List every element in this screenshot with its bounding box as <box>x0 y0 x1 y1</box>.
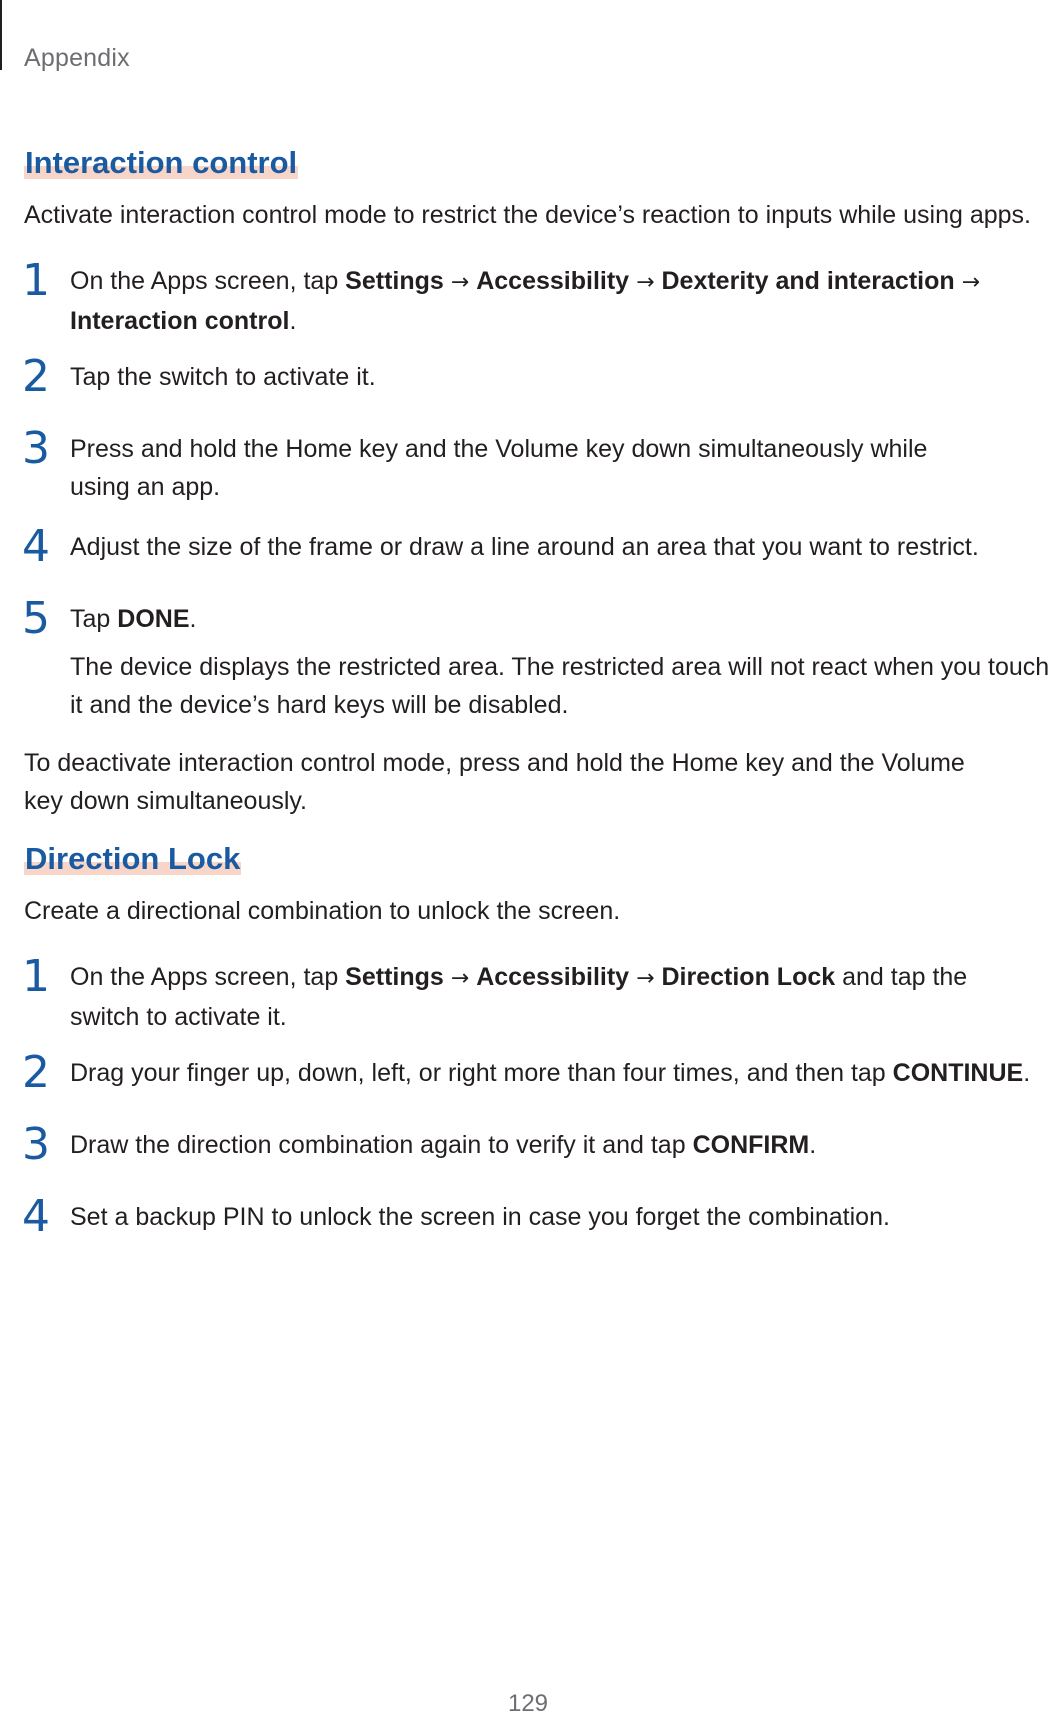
section-outro-interaction-control: To deactivate interaction control mode, press and hold the Home key and the Volume key down simultaneously. <box>24 749 965 815</box>
section-title-interaction-control: Interaction control <box>25 145 298 180</box>
step-5-note: The device displays the restricted area. The restricted area will not react when you touch it and the device’s hard keys will be disabled. <box>70 653 1050 719</box>
step-text: Adjust the size of the frame or draw a line around an area that you want to restrict. <box>70 533 979 561</box>
menu-item-interaction-control: Interaction control <box>70 307 290 335</box>
running-header: Appendix <box>24 44 130 72</box>
menu-item-accessibility: Accessibility <box>476 963 630 991</box>
section-title-direction-lock: Direction Lock <box>25 841 241 876</box>
menu-item-settings: Settings <box>345 963 444 991</box>
page-number: 129 <box>507 1690 549 1717</box>
step-number: 2 <box>22 1047 50 1098</box>
step-text: Draw the direction combination again to verify it and tap CONFIRM. <box>70 1131 817 1159</box>
step-number: 5 <box>22 593 50 644</box>
step-text: Drag your finger up, down, left, or right more than four times, and then tap CONTINUE. <box>70 1059 1031 1087</box>
button-label-confirm: CONFIRM <box>692 1131 810 1159</box>
step-number: 4 <box>22 1191 50 1242</box>
step-text: On the Apps screen, tap Settings → Accessibility → Dexterity and interaction → Interaction control. <box>70 267 981 335</box>
button-label-continue: CONTINUE <box>892 1059 1024 1087</box>
section-intro-interaction-control: Activate interaction control mode to restrict the device’s reaction to inputs while using apps. <box>24 201 1032 229</box>
menu-item-direction-lock: Direction Lock <box>661 963 836 991</box>
section-intro-direction-lock: Create a directional combination to unlock the screen. <box>24 897 621 925</box>
step-number: 2 <box>22 351 50 402</box>
step-number: 3 <box>22 1119 50 1170</box>
step-text: On the Apps screen, tap Settings → Accessibility → Direction Lock and tap the switch to activate it. <box>70 963 968 1031</box>
step-number: 1 <box>22 255 50 306</box>
menu-item-accessibility: Accessibility <box>476 267 630 295</box>
menu-item-dexterity: Dexterity and interaction <box>661 267 955 295</box>
step-text: Press and hold the Home key and the Volume key down simultaneously while using an app. <box>70 435 928 501</box>
step-text: Tap the switch to activate it. <box>70 363 376 391</box>
step-text: Tap DONE. <box>70 605 197 633</box>
step-number: 3 <box>22 423 50 474</box>
step-text: Set a backup PIN to unlock the screen in case you forget the combination. <box>70 1203 890 1231</box>
button-label-done: DONE <box>117 605 190 633</box>
header-divider <box>0 0 2 70</box>
step-number: 1 <box>22 951 50 1002</box>
step-number: 4 <box>22 521 50 572</box>
menu-item-settings: Settings <box>345 267 444 295</box>
